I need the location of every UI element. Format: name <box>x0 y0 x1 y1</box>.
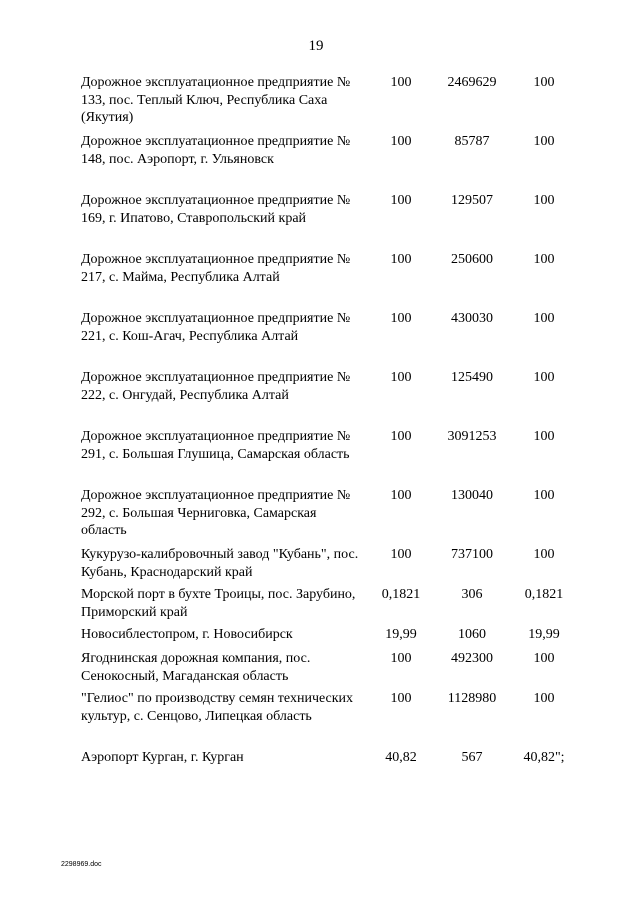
share-percent-transfer: 100 <box>533 547 555 562</box>
table-row <box>81 650 581 690</box>
enterprise-name: Дорожное эксплуатационное предприятие № 148, пос. Аэропорт, г. Ульяновск <box>81 134 351 167</box>
share-percent-transfer: 100 <box>533 75 555 90</box>
amount-value: 85787 <box>454 134 490 149</box>
table-row <box>81 74 581 133</box>
table-row <box>81 369 581 428</box>
share-percent-transfer: 19,99 <box>528 627 560 642</box>
share-percent-transfer: 100 <box>533 429 555 444</box>
share-percent: 100 <box>390 547 412 562</box>
amount-value: 430030 <box>451 311 493 326</box>
share-percent-transfer: 100 <box>533 193 555 208</box>
table-row <box>81 310 581 369</box>
enterprise-name: Дорожное эксплуатационное предприятие № 292, с. Большая Черниговка, Самарская область <box>81 488 351 538</box>
share-percent: 100 <box>390 651 412 666</box>
page-number: 19 <box>308 38 324 54</box>
enterprise-name: Ягоднинская дорожная компания, пос. Сенокосный, Магаданская область <box>81 651 311 684</box>
share-percent-transfer: 100 <box>533 311 555 326</box>
enterprise-name: Дорожное эксплуатационное предприятие № 169, г. Ипатово, Ставропольский край <box>81 193 351 226</box>
share-percent: 100 <box>390 370 412 385</box>
enterprise-name: Новосиблестопром, г. Новосибирск <box>81 627 293 642</box>
share-percent-transfer: 100 <box>533 134 555 149</box>
amount-value: 129507 <box>451 193 493 208</box>
share-percent: 40,82 <box>385 750 417 765</box>
amount-value: 306 <box>461 587 483 602</box>
enterprise-name: Дорожное эксплуатационное предприятие № 133, пос. Теплый Ключ, Республика Саха (Якутия) <box>81 75 351 125</box>
share-percent: 100 <box>390 252 412 267</box>
enterprises-table <box>81 74 581 771</box>
table-row <box>81 626 581 650</box>
share-percent-transfer: 100 <box>533 651 555 666</box>
share-percent-transfer: 100 <box>533 252 555 267</box>
share-percent-transfer: 100 <box>533 691 555 706</box>
share-percent: 100 <box>390 311 412 326</box>
share-percent: 19,99 <box>385 627 417 642</box>
amount-value: 2469629 <box>447 75 497 90</box>
share-percent: 0,1821 <box>381 587 421 602</box>
table-row <box>81 192 581 251</box>
share-percent-transfer: 0,1821 <box>524 587 564 602</box>
amount-value: 737100 <box>451 547 493 562</box>
amount-value: 130040 <box>451 488 493 503</box>
share-percent: 100 <box>390 193 412 208</box>
amount-value: 1060 <box>458 627 486 642</box>
enterprise-name: Дорожное эксплуатационное предприятие № 217, с. Майма, Республика Алтай <box>81 252 351 285</box>
share-percent: 100 <box>390 691 412 706</box>
table-row <box>81 749 581 771</box>
enterprise-name: Дорожное эксплуатационное предприятие № 222, с. Онгудай, Республика Алтай <box>81 370 351 403</box>
amount-value: 492300 <box>451 651 493 666</box>
share-percent: 100 <box>390 429 412 444</box>
share-percent: 100 <box>390 134 412 149</box>
amount-value: 125490 <box>451 370 493 385</box>
share-percent: 100 <box>390 75 412 90</box>
table-row <box>81 546 581 586</box>
table-row <box>81 586 581 626</box>
share-percent-transfer: 40,82"; <box>523 750 565 765</box>
table-row <box>81 251 581 310</box>
table-row <box>81 690 581 749</box>
enterprise-name: Дорожное эксплуатационное предприятие № 291, с. Большая Глушица, Самарская область <box>81 429 351 462</box>
amount-value: 567 <box>461 750 483 765</box>
share-percent-transfer: 100 <box>533 488 555 503</box>
table-row <box>81 428 581 487</box>
enterprise-name: "Гелиос" по производству семян технических культур, с. Сенцово, Липецкая область <box>81 691 354 724</box>
enterprise-name: Аэропорт Курган, г. Курган <box>81 750 244 765</box>
document-file-code: 2298969.doc <box>61 861 102 868</box>
enterprise-name: Дорожное эксплуатационное предприятие № 221, с. Кош-Агач, Республика Алтай <box>81 311 351 344</box>
share-percent-transfer: 100 <box>533 370 555 385</box>
enterprise-name: Морской порт в бухте Троицы, пос. Зарубино, Приморский край <box>81 587 356 620</box>
table-row <box>81 487 581 546</box>
table-row <box>81 133 581 192</box>
amount-value: 1128980 <box>447 691 497 706</box>
share-percent: 100 <box>390 488 412 503</box>
enterprise-name: Кукурузо-калибровочный завод "Кубань", пос. Кубань, Краснодарский край <box>81 547 359 580</box>
amount-value: 250600 <box>451 252 493 267</box>
amount-value: 3091253 <box>447 429 497 444</box>
